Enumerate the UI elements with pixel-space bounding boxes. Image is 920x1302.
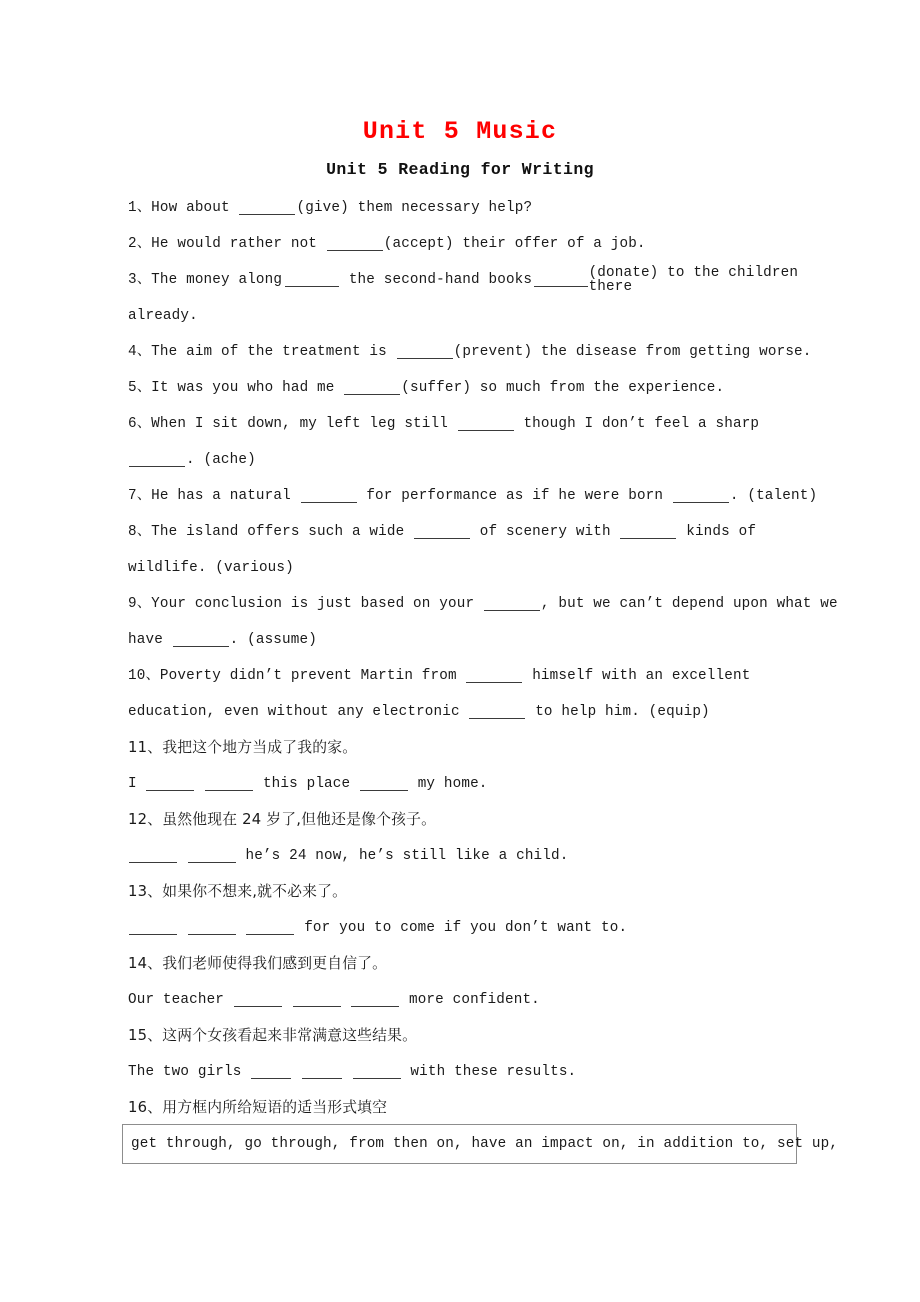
question-line: [128, 694, 840, 730]
question-line: [128, 586, 840, 622]
question-text: 7、He has a natural: [128, 487, 300, 504]
question-line: [128, 766, 840, 802]
answer-blank[interactable]: [246, 921, 294, 935]
question-text: my home.: [408, 775, 488, 792]
answer-blank[interactable]: [484, 597, 540, 611]
answer-blank[interactable]: [146, 777, 194, 791]
answer-blank[interactable]: [351, 993, 399, 1007]
question-line: [128, 370, 840, 406]
question-text: 16、用方框内所给短语的适当形式填空: [128, 1098, 388, 1116]
answer-blank[interactable]: [302, 1065, 342, 1079]
question-text: 5、It was you who had me: [128, 379, 344, 396]
question-text: 12、虽然他现在 24 岁了,但他还是像个孩子。: [128, 810, 437, 828]
question-text: Our teacher: [128, 991, 233, 1008]
answer-blank[interactable]: [301, 489, 357, 503]
question-line: [128, 946, 840, 982]
question-text: he’s 24 now, he’s still like a child.: [236, 847, 569, 864]
question-line: [128, 334, 840, 370]
question-line: [128, 838, 840, 874]
question-text: for you to come if you don’t want to.: [295, 919, 628, 936]
answer-blank[interactable]: [129, 921, 177, 935]
question-text: . (talent): [729, 487, 818, 504]
question-text: 6、When I sit down, my left leg still: [128, 415, 457, 432]
question-line: [128, 1054, 840, 1090]
question-text: to help him. (equip): [526, 703, 710, 720]
question-line: [128, 1018, 840, 1054]
question-text: 14、我们老师使得我们感到更自信了。: [128, 954, 388, 972]
question-text: [237, 921, 246, 935]
answer-blank[interactable]: [620, 525, 676, 539]
page-subtitle: Unit 5 Reading for Writing: [326, 160, 594, 179]
page-title: Unit 5 Music: [362, 117, 558, 146]
answer-blank[interactable]: [239, 201, 295, 215]
answer-blank[interactable]: [353, 1065, 401, 1079]
question-text: , but we can’t depend upon what we: [540, 595, 838, 612]
question-text: 1、How about: [128, 199, 239, 216]
answer-blank[interactable]: [397, 345, 453, 359]
answer-blank[interactable]: [327, 237, 383, 251]
answer-blank[interactable]: [173, 633, 229, 647]
question-text: of scenery with: [471, 523, 620, 540]
answer-blank[interactable]: [129, 453, 185, 467]
question-text: 2、He would rather not: [128, 235, 326, 252]
question-text: though I don’t feel a sharp: [514, 415, 760, 432]
question-text: . (assume): [229, 631, 317, 648]
answer-blank[interactable]: [469, 705, 525, 719]
question-text: 4、The aim of the treatment is: [128, 343, 396, 360]
question-text: (donate) to the children there: [588, 264, 807, 295]
question-text: (suffer) so much from the experience.: [401, 379, 725, 396]
question-text: 9、Your conclusion is just based on your: [128, 595, 483, 612]
answer-blank[interactable]: [466, 669, 522, 683]
answer-blank[interactable]: [251, 1065, 291, 1079]
question-text: kinds of: [677, 523, 757, 540]
answer-blank[interactable]: [458, 417, 514, 431]
question-line: [128, 910, 840, 946]
question-line: [128, 478, 840, 514]
phrase-bank-box: [122, 1124, 839, 1164]
question-line: [128, 406, 840, 442]
question-line: [128, 298, 840, 334]
question-line: [128, 658, 840, 694]
question-text: the second-hand books: [340, 271, 541, 288]
question-line: [128, 442, 840, 478]
question-line: [128, 802, 840, 838]
answer-blank[interactable]: [673, 489, 729, 503]
answer-blank[interactable]: [205, 777, 253, 791]
question-text: (accept) their offer of a job.: [383, 235, 646, 252]
question-text: . (ache): [186, 451, 256, 468]
phrase-bank-text: get through, go through, from then on, have an impact on, in addition to, set up,: [131, 1136, 839, 1152]
question-text: 10、Poverty didn’t prevent Martin from: [128, 667, 466, 684]
answer-blank[interactable]: [534, 273, 588, 287]
question-text: education, even without any electronic: [128, 703, 469, 720]
answer-blank[interactable]: [293, 993, 341, 1007]
question-text: already.: [128, 307, 198, 324]
question-text: this place: [254, 775, 359, 792]
question-text: more confident.: [400, 991, 540, 1008]
question-text: [178, 849, 187, 863]
question-line: [128, 550, 840, 586]
question-text: [292, 1065, 301, 1079]
question-text: [342, 993, 351, 1007]
question-line: [128, 730, 840, 766]
answer-blank[interactable]: [234, 993, 282, 1007]
answer-blank[interactable]: [285, 273, 339, 287]
question-text: 11、我把这个地方当成了我的家。: [128, 738, 358, 756]
question-text: [178, 921, 187, 935]
question-text: 3、The money along: [128, 271, 291, 288]
answer-blank[interactable]: [188, 921, 236, 935]
question-text: himself with an excellent: [523, 667, 751, 684]
question-line: [128, 622, 840, 658]
question-text: 13、如果你不想来,就不必来了。: [128, 882, 348, 900]
question-text: wildlife. (various): [128, 559, 294, 576]
question-text: 15、这两个女孩看起来非常满意这些结果。: [128, 1026, 418, 1044]
question-text: for performance as if he were born: [357, 487, 672, 504]
question-text: have: [128, 631, 172, 648]
question-text: [283, 993, 292, 1007]
question-list: [128, 190, 840, 1126]
question-text: (give) them necessary help?: [296, 199, 533, 216]
question-line: [128, 874, 840, 910]
question-line: [128, 982, 840, 1018]
question-text: [343, 1065, 352, 1079]
answer-blank[interactable]: [129, 849, 177, 863]
answer-blank[interactable]: [360, 777, 408, 791]
question-line: [128, 190, 840, 226]
question-text: The two girls: [128, 1063, 251, 1080]
question-line: [128, 514, 840, 550]
question-text: I: [128, 775, 146, 792]
question-line: [128, 226, 840, 262]
question-text: with these results.: [401, 1063, 577, 1080]
question-line: [128, 262, 840, 298]
answer-blank[interactable]: [188, 849, 236, 863]
answer-blank[interactable]: [344, 381, 400, 395]
question-text: (prevent) the disease from getting worse.: [453, 343, 812, 360]
question-text: [195, 777, 204, 791]
answer-blank[interactable]: [414, 525, 470, 539]
question-text: 8、The island offers such a wide: [128, 523, 414, 540]
question-line: [128, 1090, 840, 1126]
